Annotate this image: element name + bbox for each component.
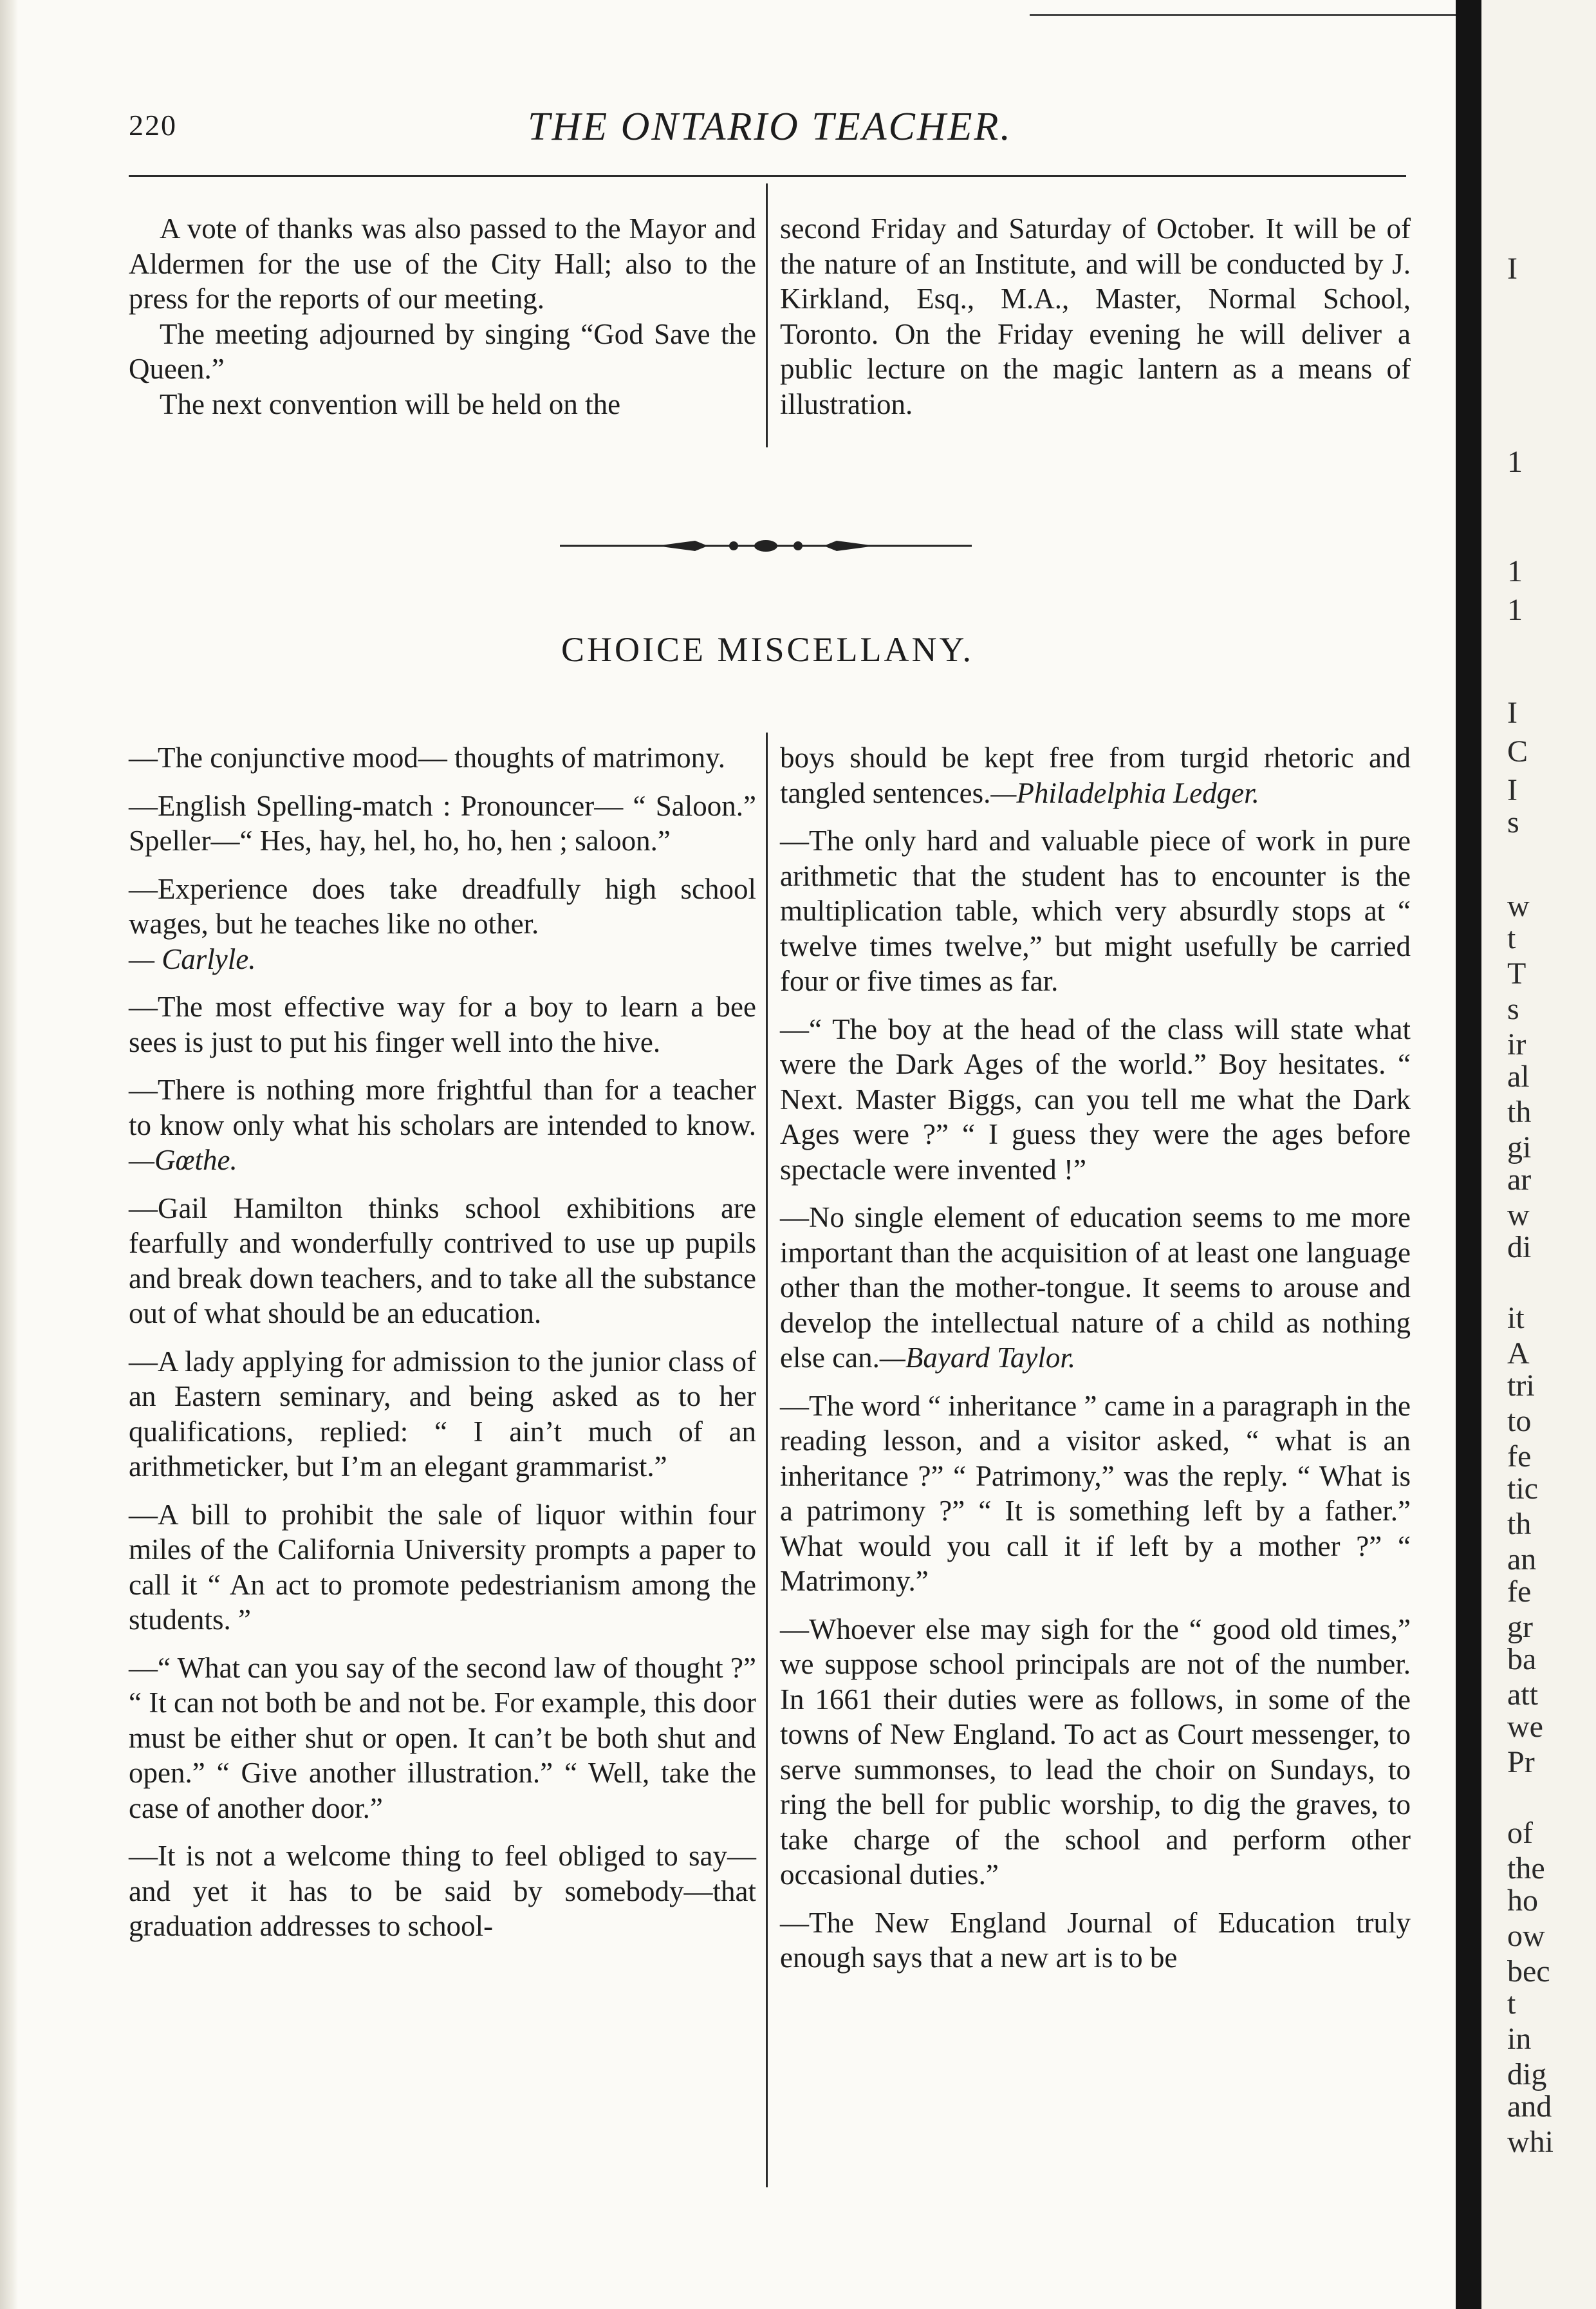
miscellany-item [129, 989, 756, 1060]
top-left-column [129, 211, 756, 422]
item-attribution: —Gœthe. [129, 1144, 237, 1176]
adjacent-fragment: gr [1507, 1610, 1533, 1644]
item-text: —There is nothing more frightful than for a teacher to know only what his scholars are intended to know. [129, 1074, 756, 1141]
top-right-column [780, 211, 1411, 422]
top-paragraph: The next convention will be held on the [160, 388, 621, 420]
top-paragraph: second Friday and Saturday of October. It will be of the nature of an Institute, and will be conducted by J. Kirkland, Esq., M.A., Master, Normal School, Toronto. On the Friday evening he will deliver a public lecture on the magic lantern as a means of illustration. [780, 212, 1411, 420]
item-attribution: —Bayard Taylor. [879, 1341, 1076, 1374]
page-gutter-spine [1456, 0, 1481, 2309]
top-paragraph: The meeting adjourned by singing “God Save the Queen.” [129, 317, 756, 385]
adjacent-fragment: to [1507, 1404, 1532, 1438]
adjacent-fragment: I [1507, 252, 1517, 286]
miscellany-item [129, 1344, 756, 1484]
adjacent-page-edge [1481, 0, 1596, 2309]
adjacent-fragment: th [1507, 1507, 1532, 1541]
adjacent-fragment: t [1507, 1986, 1516, 2021]
adjacent-fragment: 1 [1507, 593, 1523, 627]
adjacent-fragment: s [1507, 805, 1519, 839]
adjacent-fragment: of [1507, 1816, 1533, 1850]
top-column-divider [766, 183, 768, 447]
miscellany-column-divider [766, 733, 768, 2187]
adjacent-fragment: ow [1507, 1919, 1545, 1953]
adjacent-fragment: and [1507, 2089, 1552, 2124]
item-text: —It is not a welcome thing to feel obliged to say—and yet it has to be said by somebody—that graduation addresses to school- [129, 1840, 756, 1942]
adjacent-fragment: di [1507, 1230, 1532, 1264]
item-text: —The word “ inheritance ” came in a paragraph in the reading lesson, and a visitor asked, “ what is an inheritance ?” “ Patrimony,” was the reply. “ What is a patrimony ?” “ It is something left by a father.” What would you call it if left by a mother ?” “ Matrimony.” [780, 1389, 1411, 1597]
journal-title: THE ONTARIO TEACHER. [528, 105, 1012, 149]
adjacent-fragment: T [1507, 957, 1526, 991]
adjacent-fragment: w [1507, 1198, 1530, 1232]
adjacent-fragment: ba [1507, 1642, 1537, 1676]
adjacent-fragment: Pr [1507, 1745, 1535, 1779]
adjacent-fragment: att [1507, 1678, 1538, 1712]
ornamental-divider [560, 533, 972, 559]
miscellany-item [780, 1612, 1411, 1893]
item-text: —Experience does take dreadfully high school wages, but he teaches like no other. [129, 872, 756, 940]
item-text: —A bill to prohibit the sale of liquor within four miles of the California University prompts a paper to call it “ An act to promote pedestrianism among the students. ” [129, 1498, 756, 1636]
adjacent-fragment: C [1507, 734, 1528, 769]
adjacent-fragment: 1 [1507, 445, 1523, 479]
adjacent-fragment: we [1507, 1710, 1543, 1744]
adjacent-fragment: 1 [1507, 554, 1523, 588]
adjacent-fragment: ar [1507, 1163, 1532, 1197]
item-attribution: —Philadelphia Ledger. [990, 776, 1259, 809]
item-text: —A lady applying for admission to the junior class of an Eastern seminary, and being asked as to her qualifications, replied: “ I ain’t much of an arithmeticker, but I’m an elegant grammarist.” [129, 1345, 756, 1482]
adjacent-fragment: dig [1507, 2057, 1547, 2091]
miscellany-item [129, 1072, 756, 1178]
adjacent-fragment: tic [1507, 1472, 1538, 1506]
adjacent-fragment: I [1507, 696, 1517, 730]
adjacent-fragment: A [1507, 1336, 1530, 1370]
miscellany-item [129, 872, 756, 977]
item-attribution: — Carlyle. [129, 942, 256, 975]
item-text: —English Spelling-match : Pronouncer— “ Saloon.” Speller—“ Hes, hay, hel, ho, ho, hen ; saloon.” [129, 789, 756, 857]
adjacent-fragment: bec [1507, 1954, 1550, 1988]
item-text: —The only hard and valuable piece of work in pure arithmetic that the student has to encounter is the multiplication table, which very absurdly stops at “ twelve times twelve,” but might usefully be carried four or five times as far. [780, 825, 1411, 997]
item-text: —Whoever else may sigh for the “ good old times,” we suppose school principals are not of the number. In 1661 their duties were as follows, in some of the towns of New England. To act as Court messenger, to serve summonses, to lead the choir on Sundays, to ring the bell for public worship, to dig the graves, to take charge of the school and perform other occasional duties.” [780, 1613, 1411, 1891]
miscellany-item [780, 1012, 1411, 1188]
miscellany-item [129, 1497, 756, 1638]
adjacent-fragment: fe [1507, 1439, 1532, 1473]
adjacent-fragment: s [1507, 992, 1519, 1026]
miscellany-item [129, 740, 756, 776]
adjacent-fragment: it [1507, 1301, 1525, 1335]
item-text: —The conjunctive mood— thoughts of matrimony. [129, 742, 725, 774]
item-text: boys should be kept free from turgid rhetoric and tangled sentences. [780, 742, 1411, 809]
item-text: —“ The boy at the head of the class will state what were the Dark Ages of the world.” Boy hesitates. “ Next. Master Biggs, can you tell me what the Dark Ages were ?” “ I guess they were the ages before spectacle were invented !” [780, 1013, 1411, 1186]
top-paragraph: A vote of thanks was also passed to the Mayor and Aldermen for the use of the City Hall; also to the press for the reports of our meeting. [129, 212, 756, 315]
header-rule [129, 175, 1406, 177]
page-binding-shadow [0, 0, 18, 2309]
section-title: CHOICE MISCELLANY. [561, 630, 974, 669]
adjacent-fragment: gi [1507, 1130, 1532, 1164]
item-text: —“ What can you say of the second law of thought ?” “ It can not both be and not be. For example, this door must be either shut or open. It can’t be both shut and open.” “ Give another illustration.” “ Well, take the case of another door.” [129, 1651, 756, 1824]
top-edge-rule [1030, 14, 1480, 16]
miscellany-left-column [129, 740, 756, 1944]
adjacent-fragment: fe [1507, 1575, 1532, 1609]
adjacent-fragment: w [1507, 889, 1530, 923]
item-text: —No single element of education seems to me more important than the acquisition of at least one language other than the mother-tongue. It seems to arouse and develop the intellectual nature of a child as nothing else can. [780, 1201, 1411, 1374]
running-head [129, 105, 1390, 160]
adjacent-fragment: in [1507, 2022, 1532, 2056]
item-text: —The New England Journal of Education truly enough says that a new art is to be [780, 1906, 1411, 1974]
item-text: —The most effective way for a boy to learn a bee sees is just to put his finger well into the hive. [129, 991, 756, 1058]
adjacent-fragment: the [1507, 1851, 1545, 1885]
page-number: 220 [129, 109, 177, 142]
miscellany-item [780, 1200, 1411, 1376]
adjacent-fragment: I [1507, 773, 1517, 807]
adjacent-fragment: ir [1507, 1027, 1526, 1061]
adjacent-fragment: an [1507, 1542, 1537, 1576]
adjacent-fragment: th [1507, 1095, 1532, 1129]
miscellany-item [129, 789, 756, 859]
miscellany-item [780, 1388, 1411, 1599]
miscellany-item [129, 1650, 756, 1826]
item-text: —Gail Hamilton thinks school exhibitions are fearfully and wonderfully contrived to use up pupils and break down teachers, and to take all the substance out of what should be an education. [129, 1192, 756, 1329]
adjacent-fragment: t [1507, 921, 1516, 955]
miscellany-right-column [780, 740, 1411, 1976]
miscellany-item [780, 740, 1411, 810]
miscellany-item [129, 1838, 756, 1944]
adjacent-fragment: al [1507, 1060, 1530, 1094]
adjacent-fragment: tri [1507, 1369, 1535, 1403]
miscellany-item [780, 1905, 1411, 1976]
adjacent-fragment: ho [1507, 1884, 1538, 1918]
miscellany-item [129, 1191, 756, 1331]
adjacent-fragment: whi [1507, 2125, 1554, 2159]
miscellany-item [780, 823, 1411, 999]
